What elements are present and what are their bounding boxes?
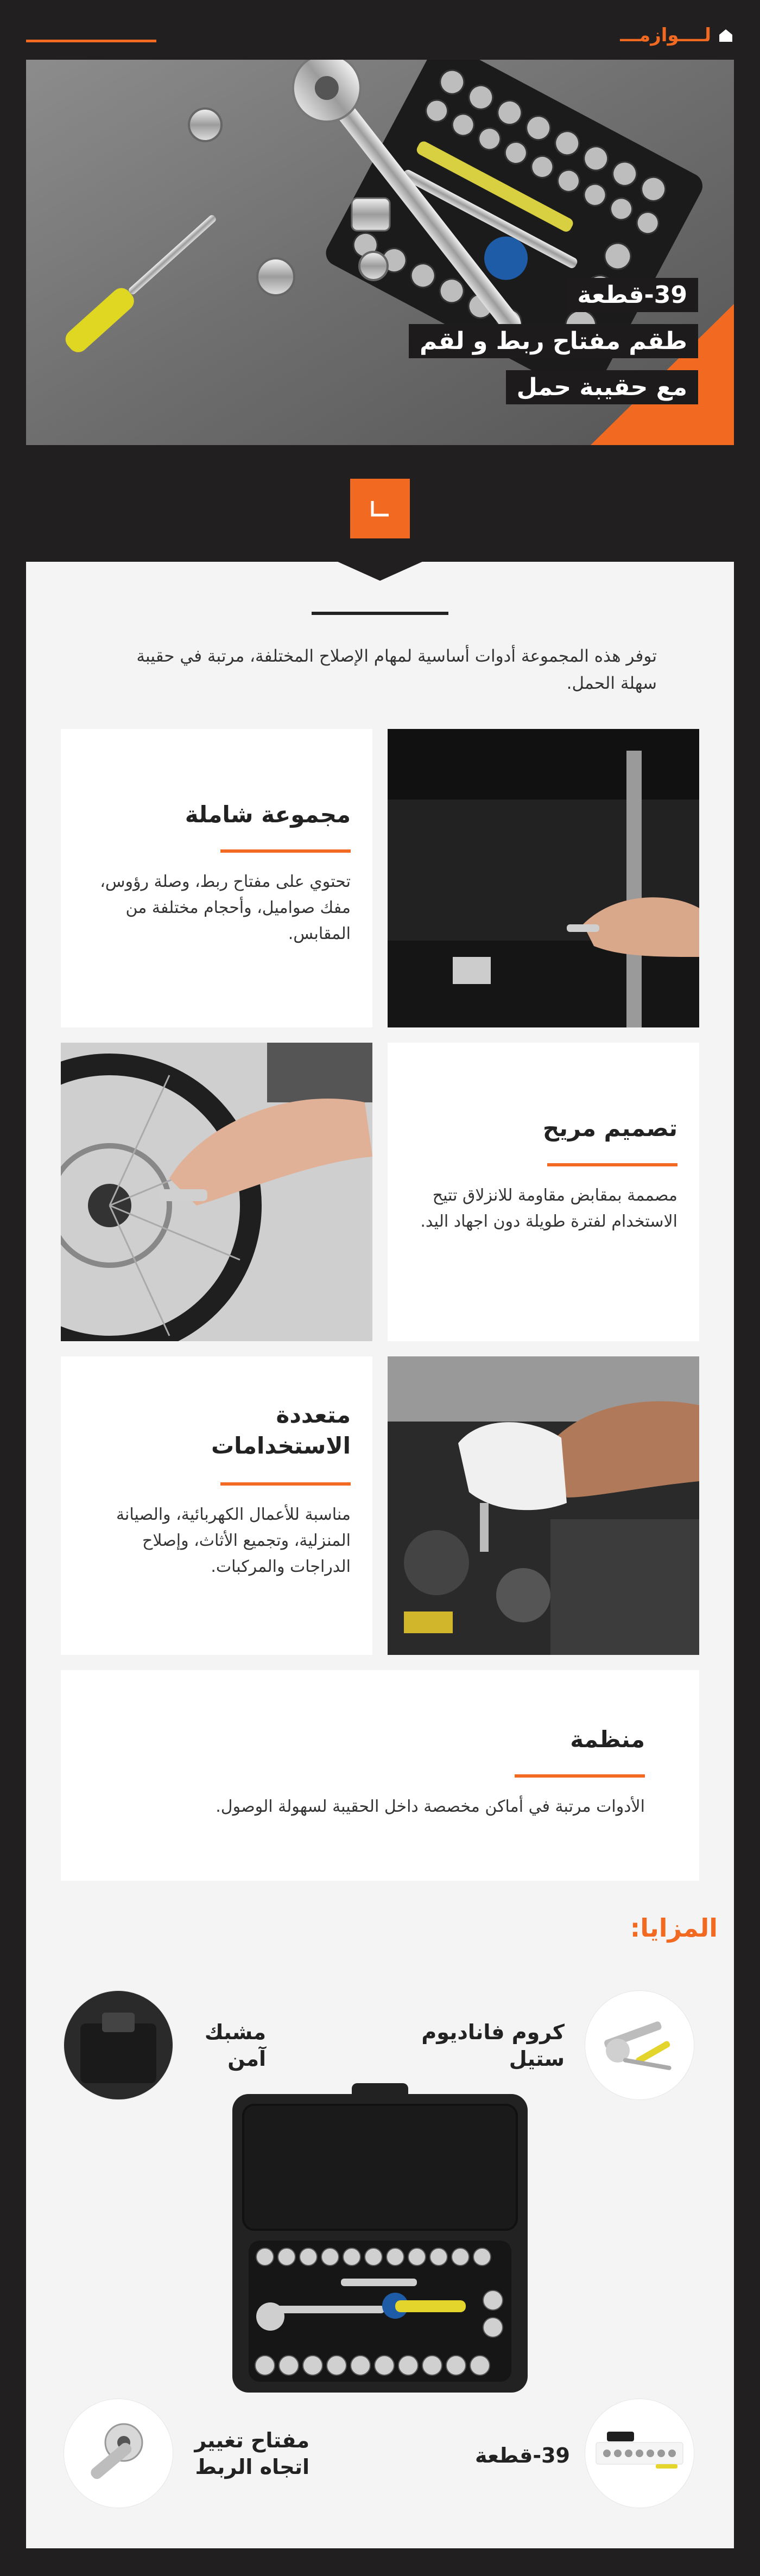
hero-label-line3: مع حقيبة حمل <box>506 370 698 404</box>
toolset-case-image <box>232 2083 528 2393</box>
feature-card-1 <box>61 729 372 1027</box>
tool-drawer-photo <box>388 729 699 1027</box>
panel-notch <box>337 561 423 581</box>
feature-text-4: الأدوات مرتبة في أماكن مخصصة داخل الحقيبة لسهولة الوصول. <box>216 1797 645 1816</box>
house-icon <box>718 27 734 43</box>
feature-underline-2 <box>547 1163 677 1166</box>
feature-text-2: مصممة بمقابض مقاومة للانزلاق تتيح الاستخدام لفترة طويلة دون اجهاد اليد. <box>420 1186 677 1231</box>
feature-circle-reversible <box>64 2399 173 2508</box>
feature-card-2 <box>388 1043 699 1341</box>
engine-bay-photo <box>388 1356 699 1655</box>
feature-underline-3 <box>220 1482 351 1486</box>
feature-label-vanadium: كروم فاناديوم ستيل <box>421 2020 565 2071</box>
feature-card-4 <box>61 1670 699 1881</box>
logo-mark-badge <box>350 479 410 538</box>
advantages-title: المزايا: <box>630 1913 718 1943</box>
feature-text-3: مناسبة للأعمال الكهربائية، والصيانة المنزلية، وتجميع الأثاث، وإصلاح الدراجات والمركبات. <box>116 1505 351 1576</box>
feature-card-3 <box>61 1356 372 1655</box>
section-divider <box>312 612 448 615</box>
feature-text-1: تحتوي على مفتاح ربط، وصلة رؤوس، مفك صواميل، وأحجام مختلفة من المقابس. <box>100 872 351 943</box>
logo-mark-icon <box>369 499 391 518</box>
ratchet-icon <box>64 2399 173 2508</box>
feature-photo-1 <box>388 729 699 1027</box>
feature-circle-39-pieces <box>585 2399 694 2508</box>
feature-title-2: تصميم مريح <box>542 1115 677 1141</box>
logo[interactable] <box>620 22 734 49</box>
bicycle-wheel-photo <box>61 1043 372 1341</box>
feature-circle-vanadium <box>585 1991 694 2099</box>
feature-circle-clasp <box>64 1991 173 2099</box>
feature-label-clasp: مشبك آمن <box>204 2020 266 2071</box>
feature-title-1: مجموعة شاملة <box>185 801 351 828</box>
feature-photo-3 <box>388 1356 699 1655</box>
feature-underline-4 <box>515 1774 645 1778</box>
hero-label-line2: طقم مفتاح ربط و لقم <box>409 324 698 358</box>
feature-label-39-pieces: 39-قطعة <box>474 2444 570 2467</box>
toolset-case-photo <box>232 2083 528 2393</box>
header-accent-line <box>26 40 156 42</box>
feature-photo-2 <box>61 1043 372 1341</box>
feature-underline-1 <box>220 849 351 853</box>
hero-banner <box>26 60 734 445</box>
feature-title-4: منظمة <box>570 1726 645 1753</box>
logo-text: لــــوازمـــ <box>620 24 711 46</box>
feature-title-3: متعددة الاستخدامات <box>211 1401 351 1459</box>
hero-label-line1: 39-قطعة <box>566 278 698 312</box>
wrench-screwdriver-icon <box>585 1991 694 2099</box>
feature-label-reversible: مفتاح تغيير اتجاه الربط <box>194 2428 309 2479</box>
case-clasp-icon <box>64 1991 173 2099</box>
intro-text: توفر هذه المجموعة أدوات أساسية لمهام الإصلاح المختلفة، مرتبة في حقيبة سهلة الحمل. <box>136 646 657 693</box>
socket-set-icon <box>585 2399 694 2508</box>
